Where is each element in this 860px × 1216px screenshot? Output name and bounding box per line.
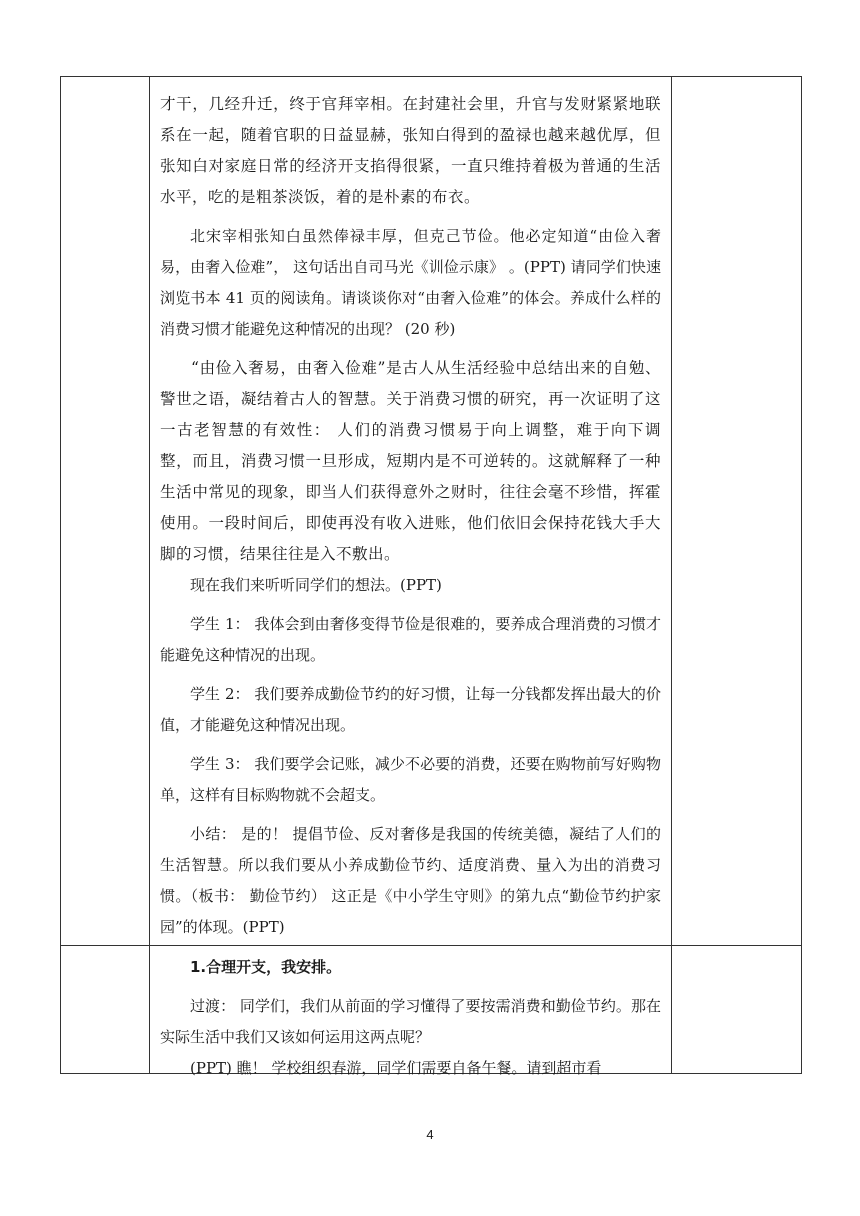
content-cell — [150, 77, 672, 946]
lesson-plan-table — [60, 76, 802, 1077]
paragraph-student-1: 学生 1： 我体会到由奢侈变得节俭是很难的，要养成合理消费的习惯才能避免这种情况的出现。 — [160, 615, 661, 664]
paragraph-student-3: 学生 3： 我们要学会记账，减少不必要的消费，还要在购物前写好购物单，这样有目标购物就不会超支。 — [160, 755, 661, 804]
paragraph-consumption-habits: “由俭入奢易，由奢入俭难”是古人从生活经验中总结出来的自勉、警世之语，凝结着古人的智慧。关于消费习惯的研究，再一次证明了这一古老智慧的有效性： 人们的消费习惯易于向上调整，难于向下调整，而且，消费习惯一旦形成，短期内是不可逆转的。这就解释了一种生活中常见的现象，即当人们获得意外之财时，往往会毫不珍惜，挥霍使用。一段时间后，即使再没有收入进账，他们依旧会保持花钱大手大脚的习惯，结果往往是入不敷出。 — [160, 359, 661, 563]
left-column-cell — [61, 946, 150, 1074]
paragraph-zhang-zhibai-story: 才干，几经升迁，终于官拜宰相。在封建社会里，升官与发财紧紧地联系在一起，随着官职的日益显赫，张知白得到的盈禄也越来越优厚，但张知白对家庭日常的经济开支掐得很紧，一直只维持着极为普通的生活水平，吃的是粗茶淡饭，着的是朴素的布衣。 — [160, 95, 661, 206]
paragraph-frugal-quote: 北宋宰相张知白虽然俸禄丰厚，但克己节俭。他必定知道“由俭入奢易，由奢入俭难”， 这句话出自司马光《训俭示康》 。(PPT) 请同学们快速浏览书本 41 页的阅读角。请谈谈你对“由奢入俭难”的体会。养成什么样的消费习惯才能避免这种情况的出现？ (20 秒) — [160, 227, 661, 338]
paragraph-transition: 过渡： 同学们，我们从前面的学习懂得了要按需消费和勤俭节约。那在实际生活中我们又该如何运用这两点呢？ — [160, 997, 661, 1046]
right-column-cell — [672, 77, 802, 946]
page-number: 4 — [426, 1127, 434, 1142]
section-heading: 1.合理开支，我安排。 — [190, 958, 342, 976]
table-row — [61, 946, 802, 1074]
left-column-cell — [61, 77, 150, 946]
paragraph-listen-students: 现在我们来听听同学们的想法。(PPT) — [190, 576, 442, 594]
right-column-cell — [672, 946, 802, 1074]
content-cell — [150, 946, 672, 1077]
paragraph-spring-outing: (PPT) 瞧！ 学校组织春游，同学们需要自备午餐。请到超市看 — [190, 1059, 602, 1077]
table-row — [61, 77, 802, 946]
paragraph-student-2: 学生 2： 我们要养成勤俭节约的好习惯，让每一分钱都发挥出最大的价值，才能避免这种情况出现。 — [160, 685, 661, 734]
paragraph-summary: 小结： 是的！ 提倡节俭、反对奢侈是我国的传统美德，凝结了人们的生活智慧。所以我们要从小养成勤俭节约、适度消费、量入为出的消费习惯。（板书： 勤俭节约） 这正是《中小学生守则》的第九点“勤俭节约护家园”的体现。(PPT) — [160, 825, 661, 936]
